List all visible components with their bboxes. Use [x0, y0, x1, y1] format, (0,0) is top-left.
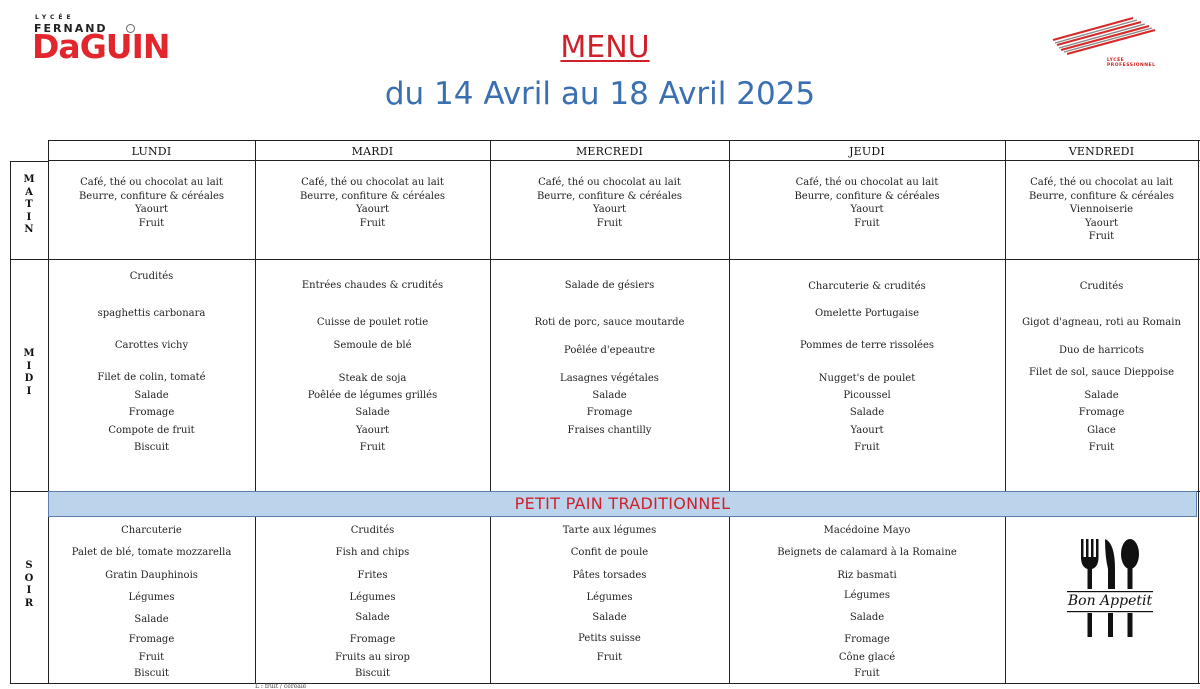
soir-mardi: Crudités Fish and chips Frites Légumes Salade Fromage Fruits au sirop Biscuit — [335, 525, 410, 679]
day-header-vendredi: VENDREDI — [1068, 145, 1135, 158]
soir-lundi: Charcuterie Palet de blé, tomate mozzarella Gratin Dauphinois Légumes Salade Fromage Fruit Biscuit — [71, 525, 232, 679]
matin-vendredi: Café, thé ou chocolat au lait Beurre, confiture & céréales Viennoiserie Yaourt Fruit — [1028, 177, 1175, 242]
bon-appetit-text: Bon Appetit — [1067, 593, 1153, 609]
page-title: MENU — [560, 30, 650, 65]
lycee-daguin-logo — [32, 14, 172, 68]
footer-note: L : fruit / céréale — [255, 683, 307, 689]
midi-mercredi: Salade de gésiers Roti de porc, sauce moutarde Poêlée d'epeautre Lasagnes végétales Salade Fromage Fraises chantilly — [534, 280, 685, 436]
cutlery-icon — [1045, 527, 1175, 647]
period-soir: S O I R — [24, 560, 34, 609]
day-header-lundi: LUNDI — [131, 145, 172, 158]
period-midi: M I D I — [23, 348, 35, 397]
matin-lundi: Café, thé ou chocolat au lait Beurre, confiture & céréales Yaourt Fruit — [78, 177, 225, 229]
day-header-mercredi: MERCREDI — [575, 145, 644, 158]
stripes-icon — [1045, 14, 1165, 64]
matin-mardi: Café, thé ou chocolat au lait Beurre, confiture & céréales Yaourt Fruit — [299, 177, 446, 229]
matin-jeudi: Café, thé ou chocolat au lait Beurre, confiture & céréales Yaourt Fruit — [794, 177, 940, 229]
matin-mercredi: Café, thé ou chocolat au lait Beurre, confiture & céréales Yaourt Fruit — [536, 177, 683, 229]
logo-small-text: LYCÉE — [35, 14, 75, 21]
logo-daguin-text: DaGUIN — [32, 27, 170, 66]
midi-vendredi: Crudités Gigot d'agneau, roti au Romain Duo de harricots Filet de sol, sauce Dieppoise Salade Fromage Glace Fruit — [1022, 281, 1181, 453]
midi-mardi: Entrées chaudes & crudités Cuisse de poulet rotie Semoule de blé Steak de soja Poêlée de légumes grillés Salade Yaourt Fruit — [301, 280, 444, 453]
logo-fernand-text: FERNAND — [34, 22, 108, 35]
menu-dates: du 14 Avril au 18 Avril 2025 — [384, 76, 816, 112]
lycee-professionnel-logo — [1045, 14, 1165, 69]
petit-pain-banner: PETIT PAIN TRADITIONNEL — [48, 491, 1197, 517]
midi-jeudi: Charcuterie & crudités Omelette Portugaise Pommes de terre rissolées Nugget's de poulet Picoussel Salade Yaourt Fruit — [799, 281, 935, 453]
soir-jeudi: Macédoine Mayo Beignets de calamard à la Romaine Riz basmati Légumes Salade Fromage Cône glacé Fruit — [777, 525, 957, 679]
logo-right-text: LYCÉE PROFESSIONNEL — [1107, 58, 1156, 68]
soir-mercredi: Tarte aux légumes Confit de poule Pâtes torsades Légumes Salade Petits suisse Fruit — [562, 525, 657, 663]
midi-lundi: Crudités spaghettis carbonara Carottes vichy Filet de colin, tomaté Salade Fromage Compote de fruit Biscuit — [97, 271, 206, 453]
period-matin: M A T I N — [23, 174, 35, 235]
bon-appetit-illustration — [1045, 527, 1175, 647]
day-header-jeudi: JEUDI — [849, 145, 885, 158]
day-header-mardi: MARDI — [351, 145, 394, 158]
